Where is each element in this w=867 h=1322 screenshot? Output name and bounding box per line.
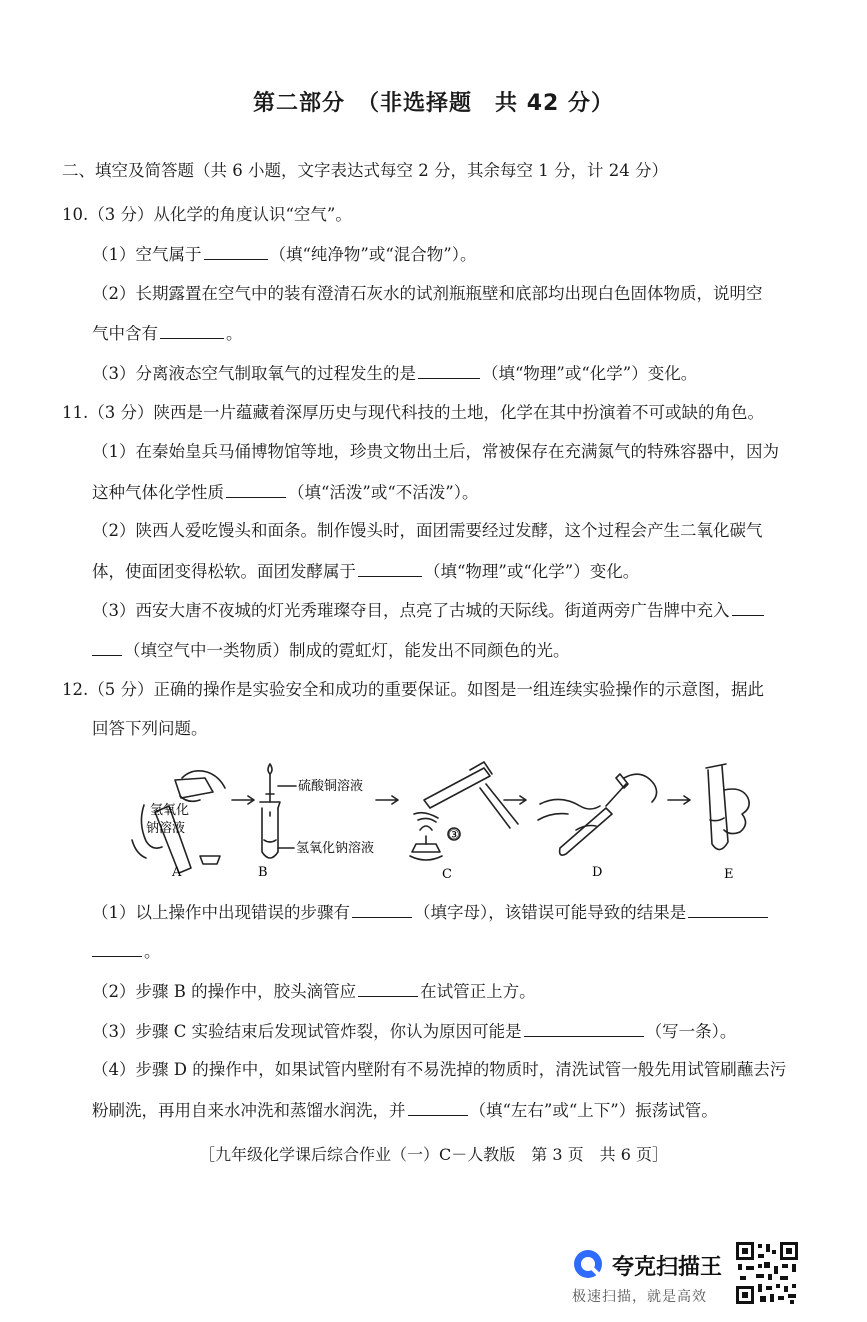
q12-p4-text-b: 粉刷洗，再用自来水冲洗和蒸馏水润洗，并 — [92, 1101, 406, 1120]
step-c-drawing — [410, 762, 518, 860]
quark-logo-icon — [572, 1248, 604, 1280]
q10-part2-line2 — [92, 322, 243, 345]
q12-p2-blank[interactable] — [358, 980, 418, 997]
q10-p3-text-a: （3）分离液态空气制取氧气的过程发生的是 — [92, 364, 416, 383]
q10-p1-text-a: （1）空气属于 — [92, 245, 202, 264]
q12-part1-line2 — [92, 940, 161, 963]
step-label-b: B — [258, 865, 268, 880]
q12-p1-blank-b[interactable] — [688, 901, 768, 918]
page-footer: ［九年级化学课后综合作业（一）C－人教版 第 3 页 共 6 页］ — [199, 1145, 668, 1164]
q10-p2-text-b: 气中含有 — [92, 324, 158, 343]
label-cuso4: 硫酸铜溶液 — [298, 779, 364, 794]
part-title: 第二部分 （非选择题 共 42 分） — [253, 91, 614, 116]
q11-p2-text-b: 体，使面团变得松软。面团发酵属于 — [92, 562, 356, 581]
q11-part2-line2 — [92, 560, 639, 583]
q12-p4-blank[interactable] — [408, 1099, 468, 1116]
label-naoh-a2: 钠溶液 — [146, 821, 186, 836]
brand-slogan: 极速扫描，就是高效 — [572, 1289, 707, 1305]
q11-p3-blank-a[interactable] — [732, 599, 764, 616]
q10-p3-blank[interactable] — [418, 362, 480, 379]
q11-p1-blank[interactable] — [226, 481, 286, 498]
q10-part2-line1: （2）长期露置在空气中的装有澄清石灰水的试剂瓶瓶壁和底部均出现白色固体物质，说明空 — [92, 284, 763, 303]
q12-part4-line2 — [92, 1099, 718, 1122]
q12-part4-line1: （4）步骤 D 的操作中，如果试管内壁附有不易洗掉的物质时，清洗试管一般先用试管刷蘸去污 — [92, 1060, 787, 1079]
q12-part2 — [92, 980, 536, 1003]
q11-p3-text-a: （3）西安大唐不夜城的灯光秀璀璨夺目，点亮了古城的天际线。街道两旁广告牌中充入 — [92, 601, 730, 620]
q11-stem: 11.（3 分）陕西是一片蕴藏着深厚历史与现代科技的土地，化学在其中扮演着不可或缺的角色。 — [62, 403, 764, 422]
label-naoh-a1: 氢氧化 — [150, 803, 190, 818]
brand-name: 夸克扫描王 — [612, 1255, 723, 1280]
step-label-c: C — [442, 867, 452, 882]
q11-p3-text-b: （填空气中一类物质）制成的霓虹灯，能发出不同颜色的光。 — [124, 641, 570, 660]
q12-part3 — [92, 1020, 736, 1043]
q12-stem-line2: 回答下列问题。 — [92, 719, 208, 738]
q10-p2-blank[interactable] — [160, 322, 224, 339]
step-b-drawing — [260, 764, 296, 858]
q10-part3 — [92, 362, 697, 385]
q10-p1-blank[interactable] — [204, 243, 268, 260]
experiment-figure — [120, 760, 760, 889]
q11-part3-line2 — [92, 639, 570, 662]
q11-p1-text-c: （填“活泼”或“不活泼”）。 — [288, 483, 479, 502]
q11-p1-text-b: 这种气体化学性质 — [92, 483, 224, 502]
q10-p3-text-b: （填“物理”或“化学”）变化。 — [482, 364, 698, 383]
q11-part1-line1: （1）在秦始皇兵马俑博物馆等地，珍贵文物出土后，常被保存在充满氮气的特殊容器中，因为 — [92, 442, 779, 461]
scanner-watermark — [572, 1248, 722, 1308]
experiment-illustration — [120, 760, 760, 885]
q12-p1-blank-a[interactable] — [352, 901, 412, 918]
step-e-drawing — [706, 764, 749, 850]
q12-p2-text-b: 在试管正上方。 — [420, 982, 536, 1001]
q12-p1-text-a: （1）以上操作中出现错误的步骤有 — [92, 903, 350, 922]
section-heading: 二、填空及简答题（共 6 小题，文字表达式每空 2 分，其余每空 1 分，计 24 分） — [62, 161, 668, 180]
label-circle-3: ③ — [448, 828, 460, 843]
step-label-a: A — [172, 865, 182, 880]
q12-p3-text-b: （写一条）。 — [645, 1022, 737, 1041]
q12-p3-blank[interactable] — [524, 1020, 644, 1037]
q12-p3-text-a: （3）步骤 C 实验结束后发现试管炸裂，你认为原因可能是 — [92, 1022, 522, 1041]
q10-part1 — [92, 243, 477, 266]
q11-part3-line1 — [92, 599, 766, 622]
q12-p1-text-c: 。 — [144, 942, 161, 961]
q11-p2-blank[interactable] — [358, 560, 422, 577]
q12-p4-text-c: （填“左右”或“上下”）振荡试管。 — [469, 1101, 718, 1120]
q11-part1-line2 — [92, 481, 479, 504]
q12-stem-line1: 12.（5 分）正确的操作是实验安全和成功的重要保证。如图是一组连续实验操作的示意图，据此 — [62, 680, 764, 699]
q10-stem: 10.（3 分）从化学的角度认识“空气”。 — [62, 205, 352, 224]
q12-p1-blank-c[interactable] — [92, 940, 142, 957]
step-d-drawing — [538, 774, 657, 855]
q10-p2-text-c: 。 — [226, 324, 243, 343]
q11-part2-line1: （2）陕西人爱吃馒头和面条。制作馒头时，面团需要经过发酵，这个过程会产生二氧化碳气 — [92, 521, 763, 540]
q12-p2-text-a: （2）步骤 B 的操作中，胶头滴管应 — [92, 982, 357, 1001]
q12-p1-text-b: （填字母），该错误可能导致的结果是 — [414, 903, 687, 922]
q10-p1-text-b: （填“纯净物”或“混合物”）。 — [269, 245, 477, 264]
step-label-d: D — [592, 865, 603, 880]
step-label-e: E — [724, 867, 734, 882]
q11-p3-blank-b[interactable] — [92, 639, 122, 656]
label-naoh-b: 氢氧化钠溶液 — [296, 841, 375, 856]
q11-p2-text-c: （填“物理”或“化学”）变化。 — [424, 562, 640, 581]
qr-code-icon — [734, 1240, 800, 1306]
q12-part1-line1 — [92, 901, 770, 924]
